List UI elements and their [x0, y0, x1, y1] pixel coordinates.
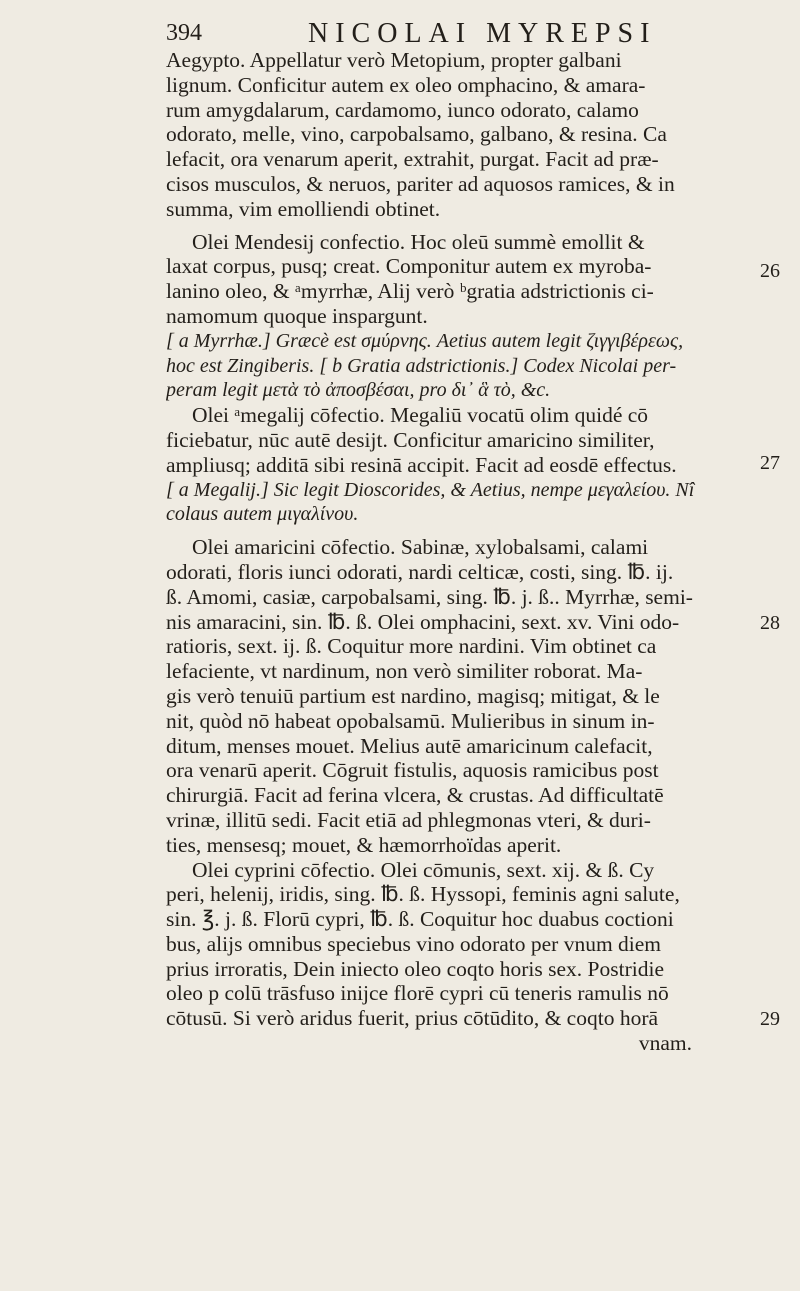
margin-number: 26: [760, 260, 780, 282]
text-line: odorati, floris iunci odorati, nardi celticæ, costi, sing. ℔. ij.: [166, 559, 674, 584]
annotation-line: hoc est Zingiberis. [ b Gratia adstrictionis.] Codex Nicolai per-: [166, 354, 677, 377]
margin-number: 28: [760, 612, 780, 634]
text-line: prius irroratis, Dein iniecto oleo coqto horis sex. Postridie: [166, 956, 664, 981]
margin-number: 27: [760, 452, 780, 474]
text-line: vnam.: [638, 1031, 692, 1056]
text-line: cisos musculos, & neruos, pariter ad aquosos ramices, & in: [166, 171, 675, 196]
text-line: chirurgiā. Facit ad ferina vlcera, & crustas. Ad difficultatē: [166, 783, 664, 808]
text-line: summa, vim emolliendi obtinet.: [166, 196, 441, 221]
text-line: odorato, melle, vino, carpobalsamo, galbano, & resina. Ca: [166, 122, 667, 147]
text-line: ß. Amomi, casiæ, carpobalsami, sing. ℔. j. ß.. Myrrhæ, semi-: [166, 584, 693, 609]
text-line: cōtusū. Si verò aridus fuerit, prius cōtūdito, & coqto horā: [166, 1006, 659, 1031]
text-line: nis amaracini, sin. ℔. ß. Olei omphacini, sext. xv. Vini odo-: [166, 609, 680, 634]
text-line: Aegypto. Appellatur verò Metopium, propter galbani: [166, 48, 622, 72]
text-line: ditum, menses mouet. Melius autē amaricinum calefacit,: [166, 733, 653, 758]
annotation-line: colaus autem μιγαλίνου.: [166, 503, 359, 526]
text-line: lefacit, ora venarum aperit, extrahit, purgat. Facit ad præ-: [166, 147, 659, 172]
text-line: lignum. Conficitur autem ex oleo omphacino, & amara-: [166, 72, 646, 97]
paragraph-heading-line: Olei amaricini cōfectio. Sabinæ, xylobalsami, calami: [192, 535, 649, 560]
text-line: rum amygdalarum, cardamomo, iunco odorato, calamo: [166, 97, 639, 122]
paragraph-heading-line: Olei cyprini cōfectio. Olei cōmunis, sext. xij. & ß. Cy: [192, 857, 655, 882]
body-text: [166, 48, 722, 1056]
text-line: peri, helenij, iridis, sing. ℔. ß. Hyssopi, feminis agni salute,: [166, 882, 680, 907]
text-line: oleo p colū trāsfuso inijce florē cypri cū teneris ramulis nō: [166, 981, 669, 1006]
annotation-line: peram legit μετὰ τὸ ἀποσβέσαι, pro δι᾽ ἃ τὸ, &c.: [166, 379, 551, 402]
text-line: ficiebatur, nūc autē desijt. Conficitur amaricino similiter,: [166, 427, 655, 452]
text-line: ties, mensesq; mouet, & hæmorrhoïdas aperit.: [166, 832, 562, 857]
text-line: ratioris, sext. ij. ß. Coquitur more nardini. Vim obtinet ca: [166, 634, 657, 659]
text-line: nit, quòd nō habeat opobalsamū. Mulieribus in sinum in-: [166, 708, 655, 733]
text-line: ora venarū aperit. Cōgruit fistulis, aquosis ramicibus post: [166, 758, 659, 783]
text-line: ampliusq; additā sibi resinā accipit. Facit ad eosdē effectus.: [166, 452, 677, 477]
text-line: gis verò tenuiū partium est nardino, magisq; mitigat, & le: [166, 683, 660, 708]
text-line: vrinæ, illitū sedi. Facit etiā ad phlegmonas vteri, & duri-: [166, 807, 651, 832]
text-line: lefaciente, vt nardinum, non verò similiter roborat. Ma-: [166, 659, 643, 684]
paragraph-heading-line: Olei ᵃmegalij cōfectio. Megaliū vocatū olim quidé cō: [192, 403, 649, 428]
annotation-line: [ a Myrrhæ.] Græcè est σμύρνης. Aetius autem legit ζιγγιβέρεως,: [166, 329, 684, 352]
annotation-line: [ a Megalij.] Sic legit Dioscorides, & Aetius, nempe μεγαλείου. Nî: [166, 478, 695, 501]
paragraph-heading-line: Olei Mendesij confectio. Hoc oleū summè emollit &: [192, 229, 645, 254]
text-line: bus, alijs omnibus speciebus vino odorato per vnum diem: [166, 931, 662, 956]
text-line: sin. ℥. j. ß. Florū cypri, ℔. ß. Coquitur hoc duabus coctioni: [166, 907, 674, 932]
text-line: namomum quoque inspargunt.: [166, 303, 428, 328]
margin-number: 29: [760, 1008, 780, 1030]
running-title: NICOLAI MYREPSI: [308, 18, 657, 49]
page-number: 394: [166, 20, 202, 46]
text-line: lanino oleo, & ᵃmyrrhæ, Alij verò ᵇgratia adstrictionis ci-: [166, 279, 654, 304]
text-line: laxat corpus, pusq; creat. Componitur autem ex myroba-: [166, 254, 652, 279]
